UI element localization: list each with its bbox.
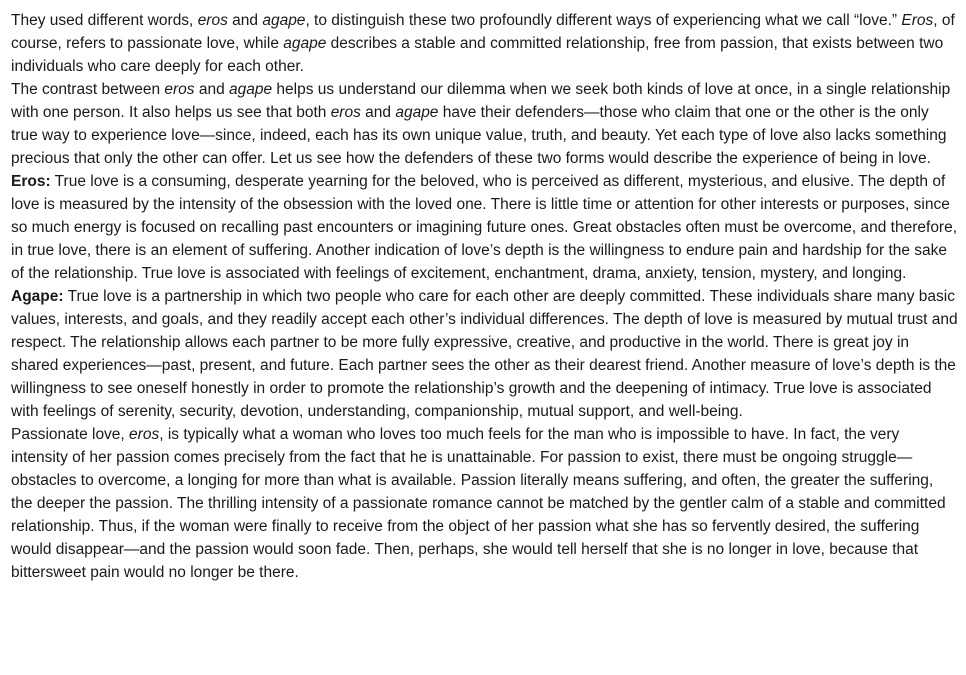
- text-run: The contrast between: [11, 81, 165, 98]
- text-run: and: [227, 12, 263, 29]
- text-run: Passionate love,: [11, 426, 130, 443]
- agape-definition: True love is a partnership in which two people who care for each other are deeply committed. These individuals share many basic values, interests, and goals, and they readily accept each other’s individual differences. The depth of love is measured by mutual trust and respect. The relationship allows each partner to be more fully expressive, creative, and productive in the world. There is great joy in shared experiences—past, present, and future. Each partner sees the other as their dearest friend. Another measure of love’s depth is the willingness to see oneself honestly in order to promote the relationship’s growth and the deepening of intimacy. True love is associated with feelings of serenity, security, devotion, understanding, companionship, mutual support, and well-being.: [11, 288, 958, 420]
- italic-term: eros: [129, 426, 160, 443]
- italic-term: agape: [229, 81, 273, 98]
- italic-term: agape: [262, 12, 306, 29]
- text-run: have their defenders—those who claim that one or the other is the only true way to experience love—since, indeed, each has its own unique value, truth, and beauty. Yet each type of love also lacks something precious that only the other can offer. Let us see how the defenders of these two forms would describe the experience of being in love.: [11, 104, 947, 167]
- italic-term: eros: [164, 81, 195, 98]
- italic-term: agape: [395, 104, 439, 121]
- text-run: They used different words,: [11, 12, 198, 29]
- italic-term: Eros: [901, 12, 934, 29]
- italic-term: eros: [330, 104, 361, 121]
- text-run: , to distinguish these two profoundly different ways of experiencing what we call “love.”: [305, 12, 902, 29]
- paragraph-intro: [11, 9, 959, 78]
- text-run: and: [360, 104, 396, 121]
- document-body: [11, 9, 959, 584]
- paragraph-passionate-love: [11, 423, 959, 584]
- text-run: , of course, refers to passionate love, while: [11, 12, 955, 52]
- text-run: , is typically what a woman who loves too much feels for the man who is impossible to have. In fact, the very intensity of her passion comes precisely from the fact that he is unattainable. For passion to exist, there must be ongoing struggle—obstacles to overcome, a longing for more than what is available. Passion literally means suffering, and often, the greater the suffering, the deeper the passion. The thrilling intensity of a passionate romance cannot be matched by the gentler calm of a stable and committed relationship. Thus, if the woman were finally to receive from the object of her passion what she has so fervently desired, the suffering would disappear—and the passion would soon fade. Then, perhaps, she would tell herself that she is no longer in love, because that bittersweet pain would no longer be there.: [11, 426, 946, 581]
- italic-term: agape: [283, 35, 327, 52]
- paragraph-agape: [11, 285, 959, 423]
- text-run: helps us understand our dilemma when we seek both kinds of love at once, in a single relationship with one person. It also helps us see that both: [11, 81, 951, 121]
- paragraph-eros: [11, 170, 959, 285]
- paragraph-contrast: [11, 78, 959, 170]
- eros-label: Eros:: [11, 173, 51, 190]
- text-run: and: [194, 81, 230, 98]
- agape-label: Agape:: [11, 288, 64, 305]
- text-run: describes a stable and committed relationship, free from passion, that exists between two individuals who care deeply for each other.: [11, 35, 944, 75]
- italic-term: eros: [197, 12, 228, 29]
- eros-definition: True love is a consuming, desperate yearning for the beloved, who is perceived as different, mysterious, and elusive. The depth of love is measured by the intensity of the obsession with the loved one. There is little time or attention for other interests or purposes, since so much energy is focused on recalling past encounters or imagining future ones. Great obstacles often must be overcome, and therefore, in true love, there is an element of suffering. Another indication of love’s depth is the willingness to endure pain and hardship for the sake of the relationship. True love is associated with feelings of excitement, enchantment, drama, anxiety, tension, mystery, and longing.: [11, 173, 958, 282]
